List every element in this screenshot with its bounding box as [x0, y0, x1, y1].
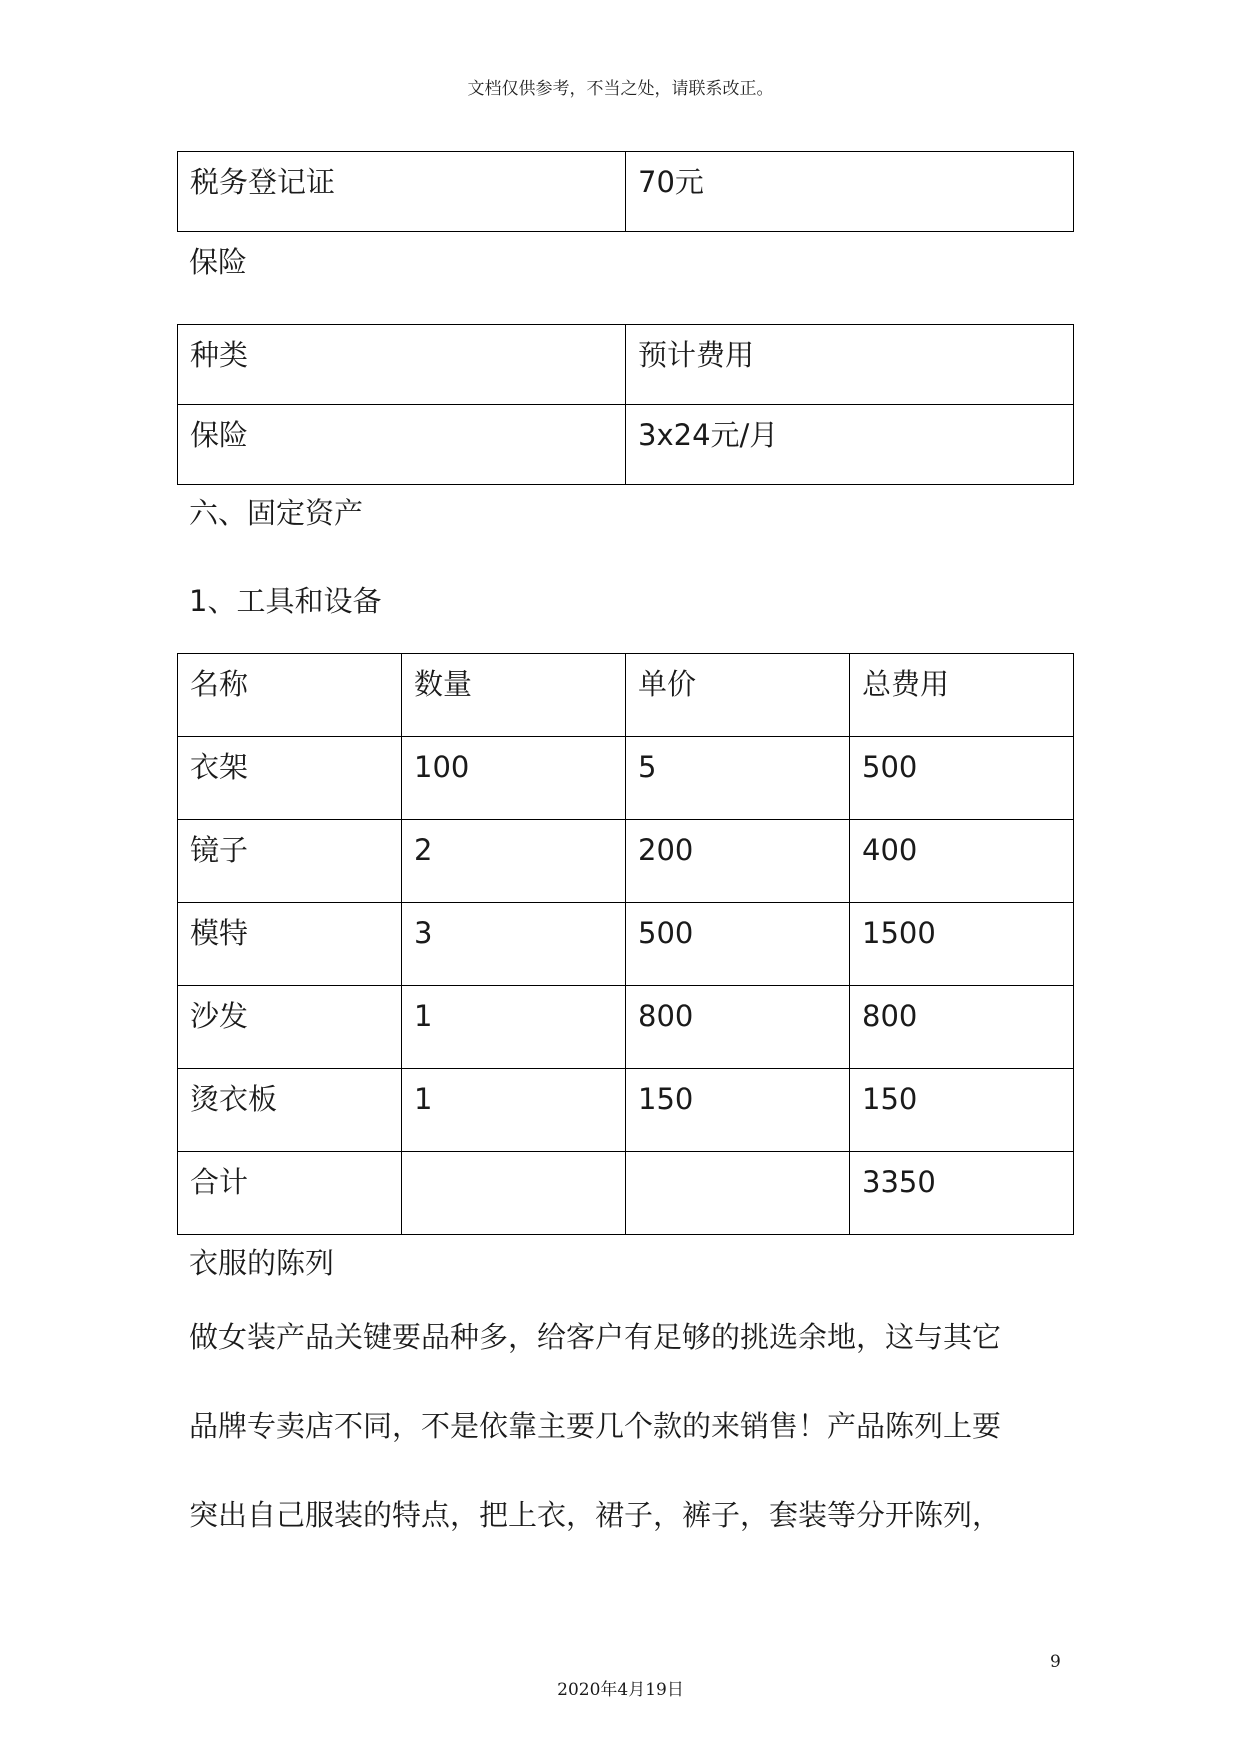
table-header-cell: 总费用 [850, 654, 1074, 737]
table-cell [402, 1152, 626, 1235]
page-number: 9 [1050, 1652, 1061, 1672]
display-heading: 衣服的陈列 [189, 1246, 335, 1280]
section-heading-fixed-assets: 六、固定资产 [189, 496, 364, 530]
table-cell: 5 [626, 737, 850, 820]
table-cell: 3x24元/月 [626, 405, 1074, 485]
registration-fee-table [177, 151, 1074, 232]
table-cell: 2 [402, 820, 626, 903]
table-cell: 镜子 [178, 820, 402, 903]
table-header-cell: 名称 [178, 654, 402, 737]
table-row [178, 820, 1074, 903]
table-cell: 1 [402, 1069, 626, 1152]
table-cell: 500 [626, 903, 850, 986]
table-row [178, 405, 1074, 485]
table-cell: 800 [850, 986, 1074, 1069]
table-cell: 合计 [178, 1152, 402, 1235]
equipment-table [177, 653, 1074, 1235]
table-cell: 3350 [850, 1152, 1074, 1235]
table-cell: 150 [850, 1069, 1074, 1152]
table-header-cell: 单价 [626, 654, 850, 737]
table-row [178, 737, 1074, 820]
body-line: 做女装产品关键要品种多，给客户有足够的挑选余地，这与其它 [189, 1320, 1002, 1354]
header-note: 文档仅供参考，不当之处，请联系改正。 [467, 79, 774, 99]
table-cell: 100 [402, 737, 626, 820]
table-cell: 1 [402, 986, 626, 1069]
table-cell: 500 [850, 737, 1074, 820]
table-cell: 保险 [178, 405, 626, 485]
table-cell: 烫衣板 [178, 1069, 402, 1152]
table-header-row [178, 654, 1074, 737]
table-row [178, 986, 1074, 1069]
table-cell: 800 [626, 986, 850, 1069]
table-cell: 70元 [626, 152, 1074, 232]
table-row [178, 152, 1074, 232]
table-header-cell: 预计费用 [626, 325, 1074, 405]
footer-date: 2020年4月19日 [557, 1680, 684, 1700]
table-cell: 200 [626, 820, 850, 903]
table-cell [626, 1152, 850, 1235]
table-cell: 税务登记证 [178, 152, 626, 232]
table-cell: 1500 [850, 903, 1074, 986]
table-row-total [178, 1152, 1074, 1235]
table-row [178, 903, 1074, 986]
table-header-cell: 数量 [402, 654, 626, 737]
subsection-heading-tools: 1、工具和设备 [189, 584, 382, 618]
table-row [178, 1069, 1074, 1152]
table-cell: 沙发 [178, 986, 402, 1069]
table-cell: 400 [850, 820, 1074, 903]
insurance-table [177, 324, 1074, 485]
table-cell: 模特 [178, 903, 402, 986]
body-line: 品牌专卖店不同，不是依靠主要几个款的来销售！产品陈列上要 [189, 1409, 1002, 1443]
document-body [177, 151, 1074, 1586]
table-header-row [178, 325, 1074, 405]
table-cell: 3 [402, 903, 626, 986]
table-cell: 150 [626, 1069, 850, 1152]
insurance-heading: 保险 [189, 245, 248, 279]
table-cell: 衣架 [178, 737, 402, 820]
body-line: 突出自己服装的特点，把上衣，裙子，裤子，套装等分开陈列， [189, 1498, 1002, 1532]
table-header-cell: 种类 [178, 325, 626, 405]
body-paragraph [177, 1319, 1074, 1533]
